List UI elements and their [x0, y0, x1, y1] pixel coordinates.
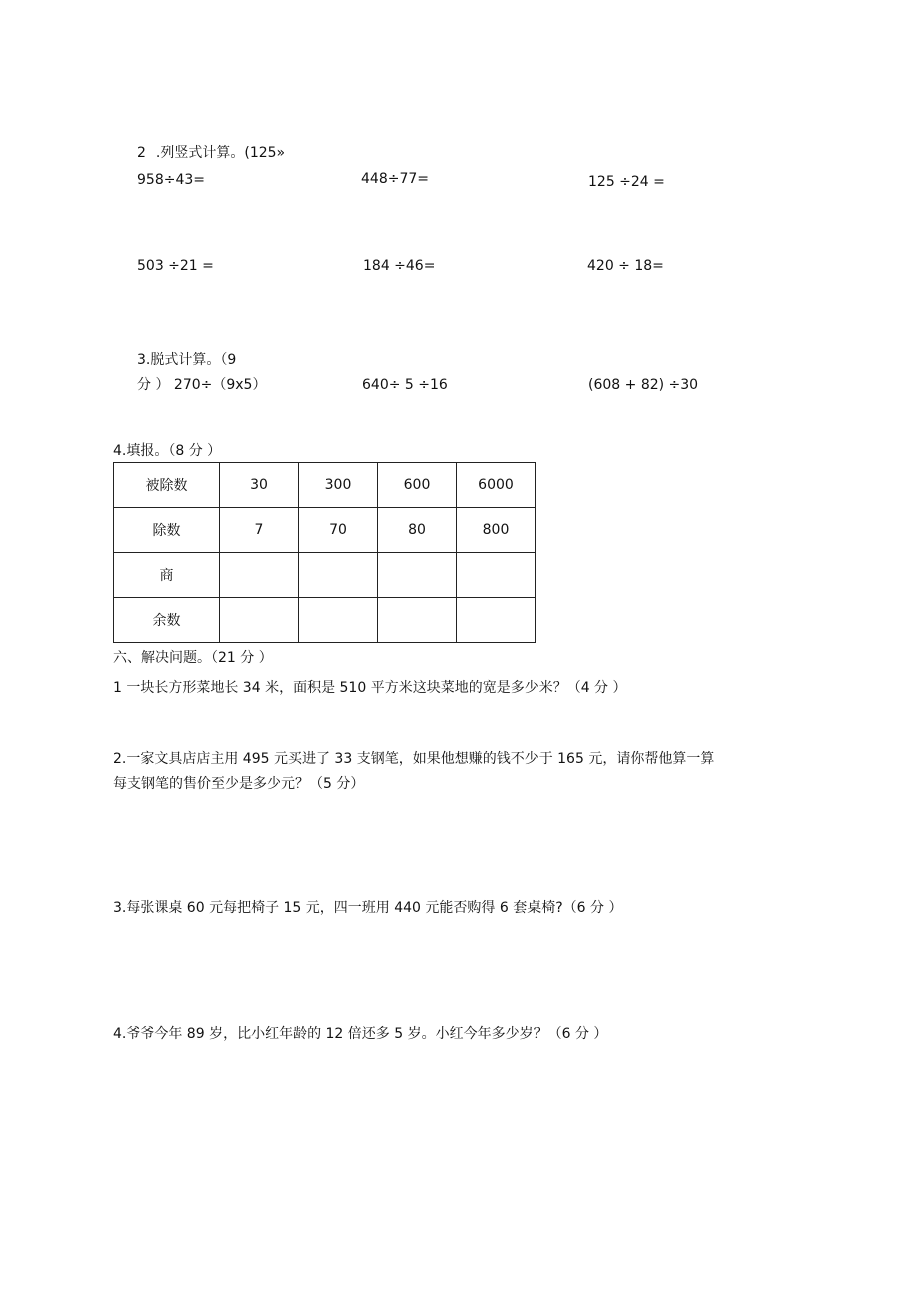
section3-score-tail: 分 ） [137, 377, 170, 393]
problem-3-1: 270÷（9x5） [173, 377, 267, 393]
fill-in-table [113, 462, 536, 643]
row-label: 余数 [114, 598, 220, 643]
problem-2-1: 958÷43= [137, 172, 205, 188]
table-cell: 80 [378, 508, 457, 553]
answer-cell[interactable] [378, 553, 457, 598]
word-problem-3: 3.每张课桌 60 元每把椅子 15 元，四一班用 440 元能否购得 6 套桌椅?（6 分 ） [113, 900, 623, 916]
word-problem-2-line1: 2.一家文具店店主用 495 元买进了 33 支钢笔，如果他想赚的钱不少于 165 元，请你帮他算一算 [113, 751, 715, 767]
answer-cell[interactable] [220, 598, 299, 643]
answer-cell[interactable] [457, 553, 536, 598]
table-row [114, 463, 536, 508]
table-cell: 800 [457, 508, 536, 553]
word-problem-1: 1 一块长方形菜地长 34 米，面积是 510 平方米这块菜地的宽是多少米？（4 分 ） [113, 680, 627, 696]
row-label: 被除数 [114, 463, 220, 508]
problem-2-2: 448÷77= [361, 171, 429, 187]
problem-2-6: 420 ÷ 18= [587, 258, 664, 274]
problem-2-5: 184 ÷46= [363, 258, 436, 274]
table-cell: 30 [220, 463, 299, 508]
table-row [114, 598, 536, 643]
problem-3-3: (608 + 82) ÷30 [588, 377, 699, 393]
table-cell: 7 [220, 508, 299, 553]
table-row [114, 508, 536, 553]
section4-title: 4.填报。（8 分 ） [113, 443, 222, 459]
section3-row [137, 376, 266, 394]
section2-number: 2 [137, 145, 146, 161]
section2-title: .列竖式计算。(125» [155, 145, 286, 161]
answer-cell[interactable] [378, 598, 457, 643]
section6-title: 六、解决问题。（21 分 ） [113, 650, 273, 666]
section2-heading [137, 144, 285, 162]
answer-cell[interactable] [220, 553, 299, 598]
table-row [114, 553, 536, 598]
problem-2-4: 503 ÷21 = [137, 258, 214, 274]
word-problem-2-line2: 每支钢笔的售价至少是多少元？（5 分） [113, 776, 365, 792]
table-cell: 300 [299, 463, 378, 508]
word-problem-4: 4.爷爷今年 89 岁，比小红年龄的 12 倍还多 5 岁。小红今年多少岁？（6 分 ） [113, 1026, 608, 1042]
row-label: 商 [114, 553, 220, 598]
section3-title: 3.脱式计算。（9 [137, 352, 237, 368]
answer-cell[interactable] [299, 553, 378, 598]
row-label: 除数 [114, 508, 220, 553]
table-cell: 600 [378, 463, 457, 508]
problem-2-3: 125 ÷24 = [588, 174, 665, 190]
answer-cell[interactable] [457, 598, 536, 643]
answer-cell[interactable] [299, 598, 378, 643]
table-cell: 70 [299, 508, 378, 553]
table-cell: 6000 [457, 463, 536, 508]
problem-3-2: 640÷ 5 ÷16 [362, 377, 448, 393]
